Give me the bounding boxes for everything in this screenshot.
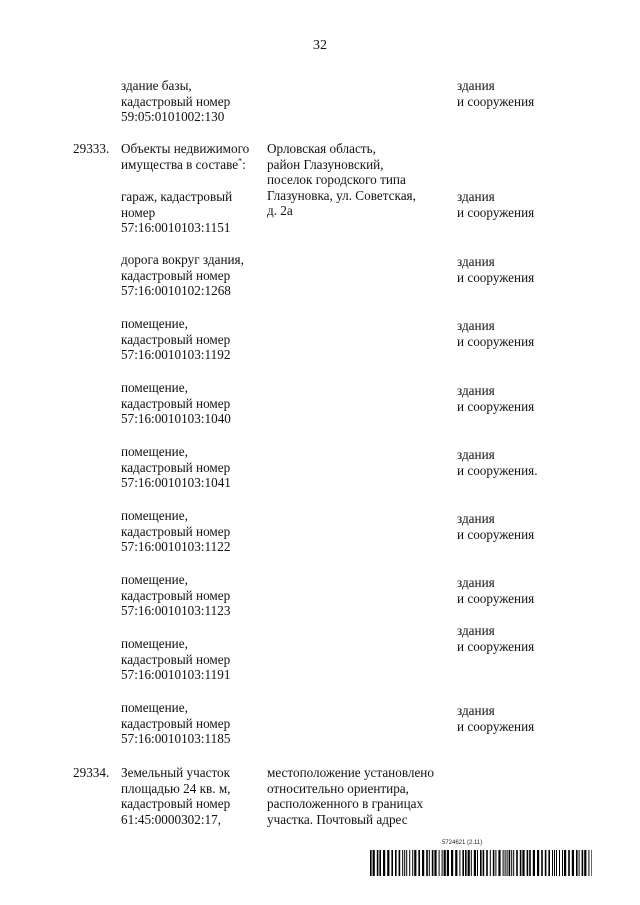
item-name: дорога вокруг здания, кадастровый номер 57:16:0010102:1268: [121, 252, 244, 299]
item-category: здания и сооружения: [457, 575, 535, 606]
item-name: помещение, кадастровый номер 57:16:0010103:1123: [121, 572, 231, 619]
item-name: помещение, кадастровый номер 57:16:0010103:1185: [121, 700, 231, 747]
intro-object-text: здание базы, кадастровый номер 59:05:0101002:130: [121, 78, 231, 125]
entry-29333-number: 29333.: [73, 141, 110, 156]
entry-29334-object-text: Земельный участок площадью 24 кв. м, кадастровый номер 61:45:0000302:17,: [121, 765, 231, 827]
item-category: здания и сооружения: [457, 703, 535, 734]
item-category: здания и сооружения: [457, 254, 535, 285]
heading-colon: :: [242, 156, 246, 172]
entry-29333-heading: [121, 141, 249, 172]
footnote-mark: *: [238, 156, 243, 166]
item-category: здания и сооружения: [457, 318, 535, 349]
entry-29334-number: 29334.: [73, 765, 110, 780]
item-name: гараж, кадастровый номер 57:16:0010103:1151: [121, 189, 233, 236]
item-category: здания и сооружения: [457, 189, 535, 220]
entry-29333-heading-text: Объекты недвижимого имущества в составе: [121, 141, 250, 172]
item-category: здания и сооружения: [457, 511, 535, 542]
item-name: помещение, кадастровый номер 57:16:0010103:1191: [121, 636, 231, 683]
barcode: [370, 850, 592, 876]
page-number: 32: [313, 38, 327, 53]
item-name: помещение, кадастровый номер 57:16:0010103:1122: [121, 508, 231, 555]
item-category: здания и сооружения.: [457, 447, 538, 478]
entry-29334-address: местоположение установлено относительно ориентира, расположенного в границах участка. Почтовый адрес: [267, 765, 434, 827]
item-name: помещение, кадастровый номер 57:16:0010103:1041: [121, 444, 231, 491]
item-category: здания и сооружения: [457, 383, 535, 414]
item-category: здания и сооружения: [457, 623, 535, 654]
document-stamp: 5724621 (2.11): [442, 840, 483, 846]
item-name: помещение, кадастровый номер 57:16:0010103:1192: [121, 316, 231, 363]
intro-category: здания и сооружения: [457, 78, 535, 109]
entry-29333-address: Орловская область, район Глазуновский, поселок городского типа Глазуновка, ул. Советская, д. 2а: [267, 141, 416, 219]
item-name: помещение, кадастровый номер 57:16:0010103:1040: [121, 380, 231, 427]
